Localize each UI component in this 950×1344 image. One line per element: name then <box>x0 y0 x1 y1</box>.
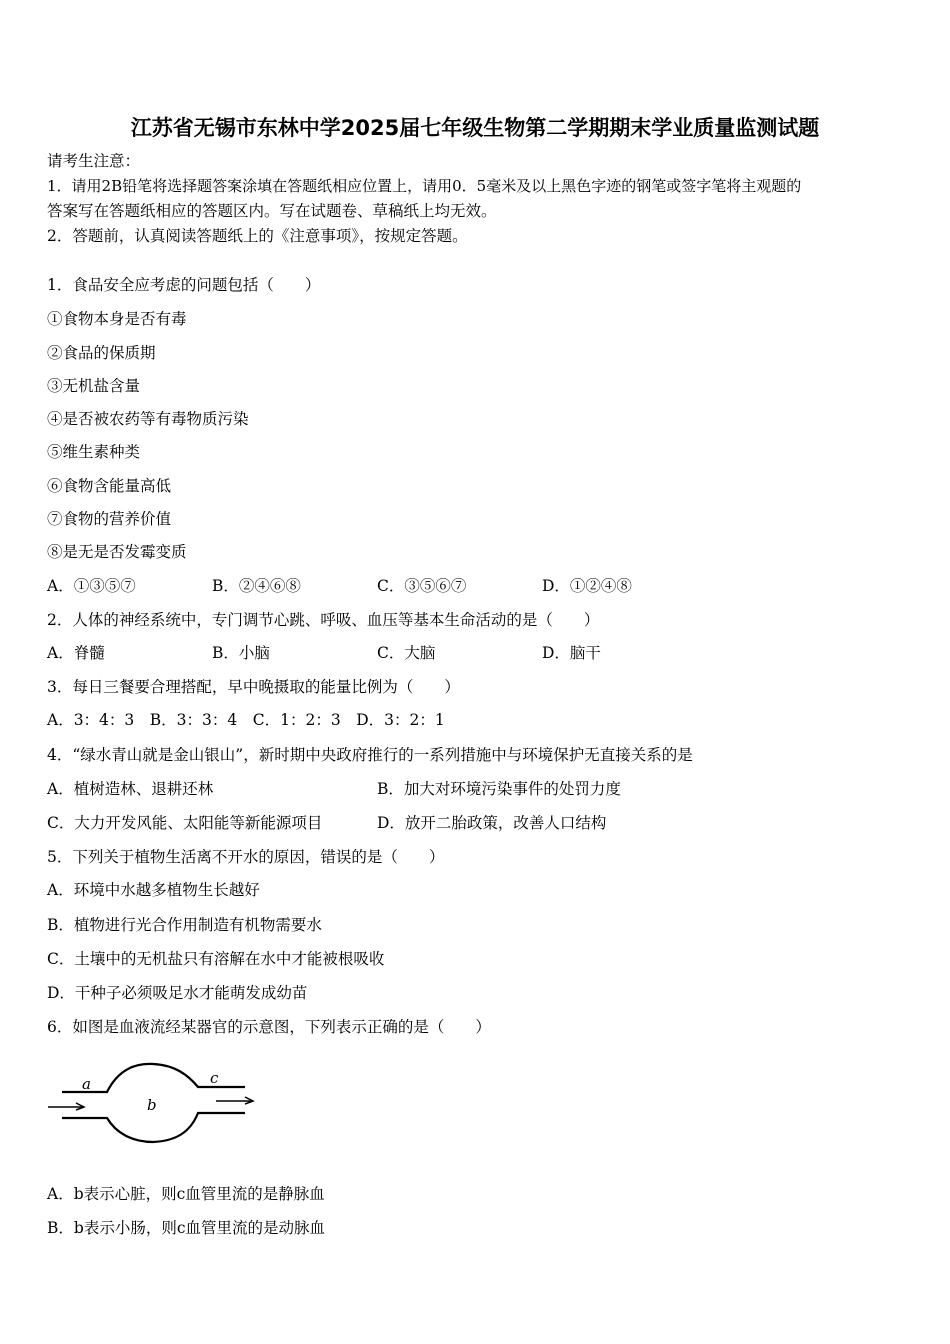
notice-line: 1．请用2B铅笔将选择题答案涂填在答题纸相应位置上，请用0．5毫米及以上黑色字迹的钢笔或签字笔将主观题的 <box>47 177 802 195</box>
option-a: A．植树造林、退耕还林 <box>47 780 214 798</box>
option-d: D．①②④⑧ <box>542 577 632 595</box>
option-b: B．小脑 <box>212 644 270 662</box>
list-item: ③无机盐含量 <box>47 377 141 395</box>
option-b: B．b表示小肠，则c血管里流的是动脉血 <box>47 1219 325 1237</box>
option-c: C．大力开发风能、太阳能等新能源项目 <box>47 814 323 832</box>
label-c: c <box>210 1069 219 1087</box>
option-d: D．脑干 <box>542 644 601 662</box>
question-stem: 1．食品安全应考虑的问题包括（ ） <box>47 276 321 294</box>
notice-line: 2．答题前，认真阅读答题纸上的《注意事项》，按规定答题。 <box>47 227 468 245</box>
notice-line: 答案写在答题纸相应的答题区内。写在试题卷、草稿纸上均无效。 <box>47 202 497 220</box>
list-item: ⑥食物含能量高低 <box>47 477 172 495</box>
blood-flow-diagram <box>40 1055 270 1150</box>
list-item: ⑦食物的营养价值 <box>47 510 172 528</box>
option-a: A．环境中水越多植物生长越好 <box>47 881 260 899</box>
option-a: A．①③⑤⑦ <box>47 577 136 595</box>
question-stem: 2．人体的神经系统中，专门调节心跳、呼吸、血压等基本生命活动的是（ ） <box>47 611 600 629</box>
option-b: B．②④⑥⑧ <box>212 577 301 595</box>
option-b: B．加大对环境污染事件的处罚力度 <box>377 780 621 798</box>
list-item: ①食物本身是否有毒 <box>47 310 187 328</box>
option-c: C．③⑤⑥⑦ <box>377 577 467 595</box>
label-a: a <box>82 1075 91 1093</box>
list-item: ④是否被农药等有毒物质污染 <box>47 410 249 428</box>
page-title: 江苏省无锡市东林中学2025届七年级生物第二学期期末学业质量监测试题 <box>130 116 820 140</box>
option-d: D．干种子必须吸足水才能萌发成幼苗 <box>47 984 308 1002</box>
list-item: ②食品的保质期 <box>47 344 156 362</box>
option-a: A．b表示心脏，则c血管里流的是静脉血 <box>47 1185 325 1203</box>
question-stem: 5．下列关于植物生活离不开水的原因，错误的是（ ） <box>47 848 445 866</box>
list-item: ⑤维生素种类 <box>47 443 141 461</box>
label-b: b <box>147 1096 157 1114</box>
question-stem: 6．如图是血液流经某器官的示意图，下列表示正确的是（ ） <box>47 1018 491 1036</box>
question-stem: 4．“绿水青山就是金山银山”，新时期中央政府推行的一系列措施中与环境保护无直接关系的是 <box>47 746 693 764</box>
option-a: A．脊髓 <box>47 644 105 662</box>
option-d: D．放开二胎政策，改善人口结构 <box>377 814 607 832</box>
option-b: B．植物进行光合作用制造有机物需要水 <box>47 916 322 934</box>
options-line: A．3：4：3 B．3：3：4 C．1：2：3 D．3：2：1 <box>47 711 445 729</box>
option-c: C．大脑 <box>377 644 436 662</box>
question-stem: 3．每日三餐要合理搭配，早中晚摄取的能量比例为（ ） <box>47 678 460 696</box>
notice-heading: 请考生注意： <box>47 152 141 170</box>
list-item: ⑧是无是否发霉变质 <box>47 543 187 561</box>
option-c: C．土壤中的无机盐只有溶解在水中才能被根吸收 <box>47 950 385 968</box>
